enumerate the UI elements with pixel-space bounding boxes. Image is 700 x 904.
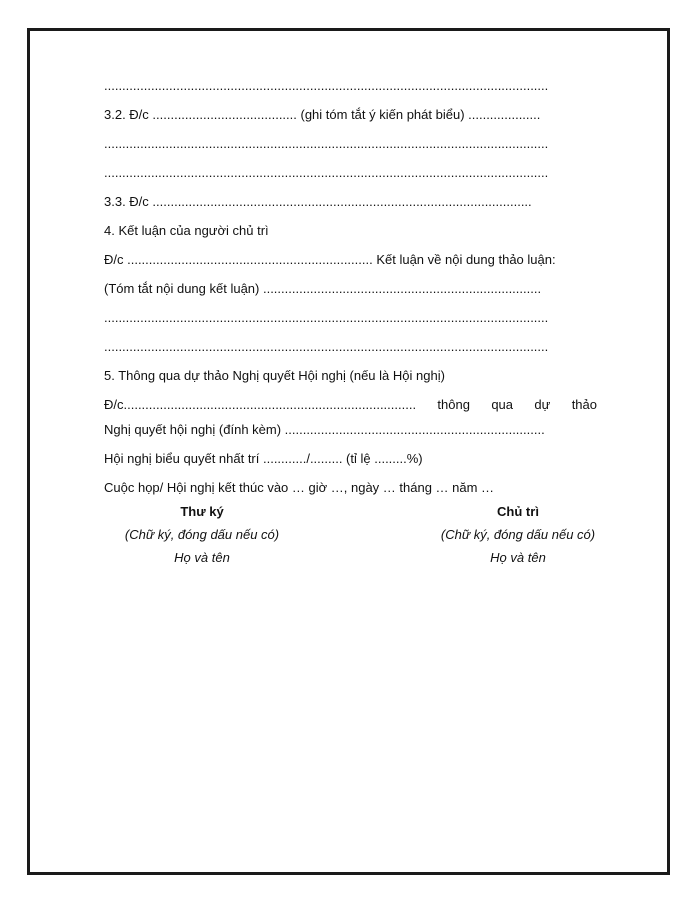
section-5-heading: 5. Thông qua dự thảo Nghị quyết Hội nghị (nếu là Hội nghị): [104, 368, 445, 383]
resolution-approval-line: [104, 397, 597, 415]
dotted-line: ...........................................................................................................................: [104, 78, 549, 93]
conclusion-summary-line: (Tóm tắt nội dung kết luận) .............................................................................: [104, 281, 542, 296]
resolution-attachment-line: Nghị quyết hội nghị (đính kèm) ........................................................................: [104, 422, 545, 437]
word: thảo: [571, 397, 597, 412]
dotted-line: ...........................................................................................................................: [104, 165, 549, 180]
secretary-sign-note: (Chữ ký, đóng dấu nếu có): [124, 527, 280, 542]
dotted-line: ...........................................................................................................................: [104, 310, 549, 325]
vote-result-line: Hội nghị biểu quyết nhất trí ............/......... (tỉ lệ .........%): [104, 451, 423, 466]
conclusion-speaker-line: Đ/c .................................................................... Kết luận về nội dung thảo luận:: [104, 252, 556, 267]
secretary-signature-block: [92, 500, 312, 569]
chair-title: Chủ trì: [497, 504, 539, 519]
word: dự: [534, 397, 551, 412]
dotted-line: ...........................................................................................................................: [104, 136, 549, 151]
resolution-speaker-dots: Đ/c.................................................................................: [104, 397, 417, 412]
chair-signature-block: [408, 500, 628, 569]
secretary-title: Thư ký: [180, 504, 224, 519]
chair-name-label: Họ và tên: [490, 550, 546, 565]
section-3-3-line: 3.3. Đ/c .........................................................................................................: [104, 194, 532, 209]
word: qua: [491, 397, 514, 412]
chair-sign-note: (Chữ ký, đóng dấu nếu có): [440, 527, 596, 542]
secretary-name-label: Họ và tên: [174, 550, 230, 565]
dotted-line: ...........................................................................................................................: [104, 339, 549, 354]
meeting-end-line: Cuộc họp/ Hội nghị kết thúc vào … giờ …, ngày … tháng … năm …: [104, 480, 495, 495]
word: thông: [437, 397, 470, 412]
section-3-2-line: 3.2. Đ/c ........................................ (ghi tóm tắt ý kiến phát biểu) ....................: [104, 107, 541, 122]
section-4-heading: 4. Kết luận của người chủ trì: [104, 223, 269, 238]
document-body: [104, 78, 597, 509]
